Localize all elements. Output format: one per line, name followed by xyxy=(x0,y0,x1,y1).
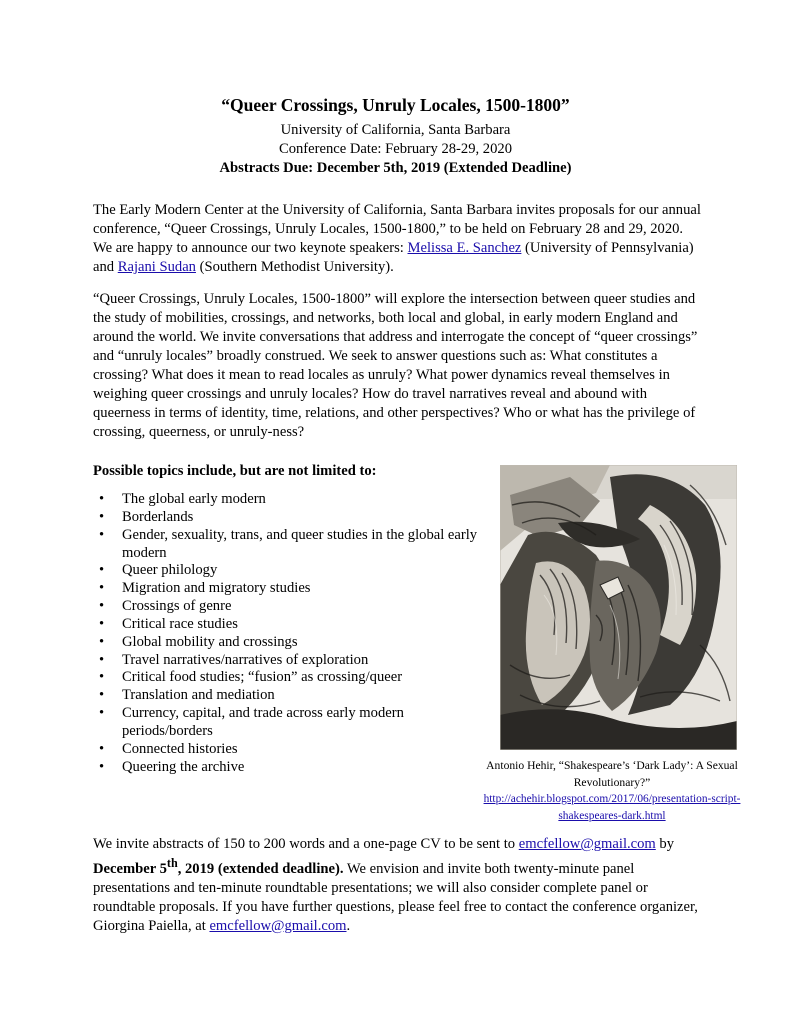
topic-label: Gender, sexuality, trans, and queer studies in the global early modern xyxy=(122,526,478,561)
topic-label: Queering the archive xyxy=(122,758,245,775)
bullet-icon: • xyxy=(99,687,105,704)
topic-label: The global early modern xyxy=(122,491,266,507)
topic-item xyxy=(93,491,483,509)
intro-text-2: (University of Pennsylvania) and xyxy=(93,240,694,275)
topic-item xyxy=(93,527,483,563)
topics-list xyxy=(93,491,483,777)
bullet-icon: • xyxy=(99,598,105,615)
topic-label: Global mobility and crossings xyxy=(122,633,298,650)
topic-label: Queer philology xyxy=(122,562,218,579)
bullet-icon: • xyxy=(99,508,105,525)
deadline-rest: , 2019 (extended deadline). xyxy=(177,860,344,877)
closing-text-2: by xyxy=(655,836,675,852)
topic-label: Critical food studies; “fusion” as crossing/queer xyxy=(122,669,403,686)
bullet-icon: • xyxy=(99,651,105,668)
topic-label: Crossings of genre xyxy=(122,598,232,615)
bullet-icon: • xyxy=(99,740,105,757)
caption-url-link[interactable]: http://achehir.blogspot.com/2017/06/presentation-script-shakespeares-dark.html xyxy=(483,793,741,822)
topic-item xyxy=(93,652,483,670)
bullet-icon: • xyxy=(99,633,105,650)
artwork-illustration xyxy=(500,465,737,750)
topic-label: Borderlands xyxy=(122,508,194,525)
intro-text-1: The Early Modern Center at the University of California, Santa Barbara invites proposals for our annual conference, “Queer Crossings, Unruly Locales, 1500-1800,” to be held on February 28 and 29, 2020. We are happy to announce our two keynote speakers: xyxy=(93,202,701,256)
organizer-email-link[interactable]: emcfellow@gmail.com xyxy=(209,917,347,934)
topic-item xyxy=(93,634,483,652)
closing-paragraph xyxy=(93,835,705,936)
topic-item xyxy=(93,705,483,741)
topic-item xyxy=(93,669,483,687)
keynote-link-sudan[interactable]: Rajani Sudan xyxy=(117,259,196,275)
institution: University of California, Santa Barbara xyxy=(280,122,511,138)
conference-date: Conference Date: February 28-29, 2020 xyxy=(278,141,512,157)
topic-item xyxy=(93,616,483,634)
topic-item xyxy=(93,509,483,527)
artwork-image xyxy=(500,465,737,750)
topic-item xyxy=(93,562,483,580)
caption-text: Antonio Hehir, “Shakespeare’s ‘Dark Lady’: A Sexual Revolutionary?” xyxy=(486,759,738,789)
deadline-suffix: th xyxy=(166,856,178,870)
description-paragraph: “Queer Crossings, Unruly Locales, 1500-1800” will explore the intersection between queer studies and the study of mobilities, crossings, and networks, both local and global, in early modern England and around the world. We invite conversations that address and interrogate the concept of “queer crossings” and “unruly locales” broadly construed. We seek to answer questions such as: What constitutes a crossing? What does it mean to read locales as unruly? What power dynamics reveal themselves in weighing queer crossings and unruly locales? How do travel narratives reveal and abound with queerness in terms of identity, time, relations, and other perspectives? Who or what has the privilege of crossing, queerness, or unruly-ness? xyxy=(93,291,698,440)
bullet-icon: • xyxy=(99,758,105,775)
bullet-icon: • xyxy=(99,491,105,507)
topic-item xyxy=(93,580,483,598)
closing-text-1: We invite abstracts of 150 to 200 words and a one-page CV to be sent to xyxy=(93,836,519,852)
deadline-main: December 5 xyxy=(93,860,167,877)
figure-caption xyxy=(482,758,742,824)
topic-label: Translation and mediation xyxy=(122,687,275,704)
topics-heading: Possible topics include, but are not limited to: xyxy=(93,463,377,479)
abstracts-due: Abstracts Due: December 5th, 2019 (Extended Deadline) xyxy=(219,160,572,176)
bullet-icon: • xyxy=(99,669,105,686)
topic-label: Currency, capital, and trade across early modern periods/borders xyxy=(122,705,404,739)
intro-text-3: (Southern Methodist University). xyxy=(195,259,394,275)
topic-item xyxy=(93,759,483,777)
topic-item xyxy=(93,598,483,616)
bullet-icon: • xyxy=(99,615,105,632)
bullet-icon: • xyxy=(99,580,105,597)
topic-label: Migration and migratory studies xyxy=(122,580,311,597)
keynote-link-sanchez[interactable]: Melissa E. Sanchez xyxy=(407,240,522,256)
email-link[interactable]: emcfellow@gmail.com xyxy=(518,836,656,852)
closing-text-3: We envision and invite both twenty-minute panel presentations and ten-minute roundtable presentations; we will also consider complete panel or roundtable proposals. If you have further questions, please feel free to contact the conference organizer, Giorgina Paiella, at xyxy=(93,860,698,934)
intro-paragraph xyxy=(93,201,705,277)
bullet-icon: • xyxy=(99,705,105,722)
deadline-date xyxy=(93,856,344,877)
bullet-icon: • xyxy=(99,562,105,579)
bullet-icon: • xyxy=(99,526,105,543)
topic-item xyxy=(93,741,483,759)
topic-label: Connected histories xyxy=(122,740,238,757)
closing-text-4: . xyxy=(346,917,351,934)
page-title: “Queer Crossings, Unruly Locales, 1500-1800” xyxy=(221,95,570,115)
topic-label: Critical race studies xyxy=(122,615,238,632)
header xyxy=(0,94,791,178)
topic-label: Travel narratives/narratives of exploration xyxy=(122,651,369,668)
topic-item xyxy=(93,687,483,705)
